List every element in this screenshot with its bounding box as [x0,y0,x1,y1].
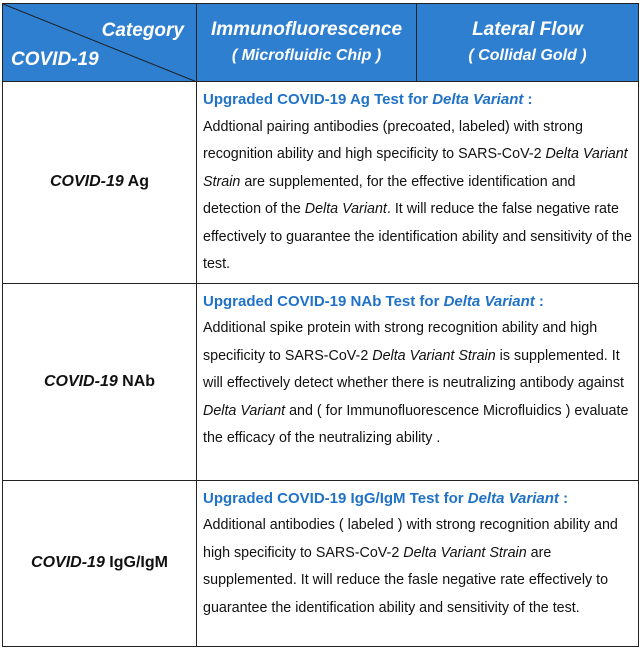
row-body [203,315,634,453]
header-immunofluorescence [197,4,417,82]
body-italic-segment: Delta Variant Strain [203,146,628,190]
body-text-segment: Additional spike protein with strong recognition ability and high specificity to SARS-CoV-2 [203,320,598,364]
title-suffix: : [523,91,533,108]
table-row [3,283,639,480]
category-italic: COVID-19 [43,372,118,390]
category-italic: COVID-19 [50,173,124,191]
header-lateral-flow [417,4,639,82]
row-description [197,82,639,284]
title-italic: Delta Variant [432,91,524,108]
row-body [203,512,634,622]
row-title [203,485,634,513]
row-category [3,480,197,646]
body-italic-segment: Delta Variant [304,201,387,217]
row-description [197,283,639,480]
row-category [3,82,197,284]
body-text-segment: Additional antibodies ( labeled ) with strong recognition ability and high specificity to SARS-CoV-2 [203,517,618,561]
category-italic: COVID-19 [31,554,105,571]
category-suffix: Ag [123,173,149,191]
title-italic: Delta Variant [443,292,535,310]
comparison-table [2,3,639,647]
body-text-segment: are supplemented. It will reduce the fasle negative rate effectively to guarantee the identification ability and sensitivity of the test. [203,544,609,616]
category-suffix: IgG/IgM [104,554,168,571]
body-italic-segment: Delta Variant Strain [372,347,496,364]
header-covid-label: COVID-19 [11,49,99,70]
body-text-segment: is supplemented. It will effectively detect whether there is neutralizing antibody against [203,347,624,391]
body-text-segment: . It will reduce the false negative rate effectively to guarantee the identification ability and sensitivity of the test. [203,201,632,272]
header-row [3,4,639,82]
header-immuno-title: Immunofluorescence [210,18,403,40]
body-italic-segment: Delta Variant [203,402,286,419]
table-row [3,480,639,646]
row-description [197,480,639,646]
row-title [203,288,634,316]
header-category-label: Category [101,20,184,41]
body-text-segment: are supplemented, for the effective identification and detection of the [203,173,576,217]
title-suffix: : [534,292,544,310]
header-immuno-subtitle: ( Microfluidic Chip ) [231,46,382,64]
title-prefix: Upgraded COVID-19 IgG/IgM Test for [203,489,468,507]
header-lateral-subtitle: ( Collidal Gold ) [468,46,587,64]
body-text-segment: and ( for Immunofluorescence Microfluidics ) evaluate the efficacy of the neutralizing ability . [203,402,629,446]
title-prefix: Upgraded COVID-19 NAb Test for [203,292,444,310]
header-lateral-title: Lateral Flow [472,18,583,40]
row-body [203,114,634,279]
body-text-segment: Addtional pairing antibodies (precoated, labeled) with strong recognition ability and high specificity to SARS-CoV-2 [203,118,583,162]
title-suffix: : [558,489,569,507]
category-suffix: NAb [117,372,156,390]
title-prefix: Upgraded COVID-19 Ag Test for [203,91,433,108]
row-title [203,86,634,114]
title-italic: Delta Variant [467,489,559,507]
table-row [3,82,639,284]
body-italic-segment: Delta Variant Strain [403,544,527,561]
row-category [3,283,197,480]
header-category-cell [3,4,197,82]
